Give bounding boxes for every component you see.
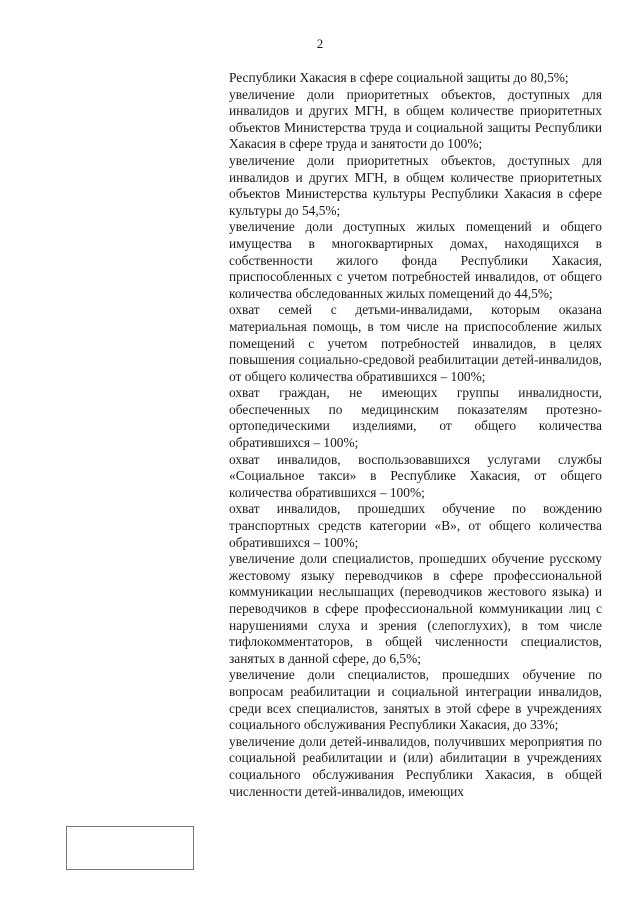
paragraph: увеличение доли специалистов, прошедших обучение по вопросам реабилитации и социальной интеграции инвалидов, среди всех специалистов, занятых в этой сфере в учреждениях социального обслуживания Республики Хакасия, до 33%;: [229, 667, 602, 733]
paragraph: увеличение доли специалистов, прошедших обучение русскому жестовому языку переводчиков в сфере профессиональной коммуникации неслышащих (переводчиков жестового языка) и переводчиков в сфере профессиональной коммуникации лиц с нарушениями слуха и зрения (слепоглухих), в том числе тифлокомментаторов, в общей численности специалистов, занятых в данной сфере, до 6,5%;: [229, 551, 602, 666]
paragraph: увеличение доли детей-инвалидов, получивших мероприятия по социальной реабилитации и (или) абилитации в учреждениях социального обслуживания Республики Хакасия, в общей численности детей-инвалидов, имеющих: [229, 733, 602, 799]
paragraph: охват семей с детьми-инвалидами, которым оказана материальная помощь, в том числе на приспособление жилых помещений с учетом потребностей инвалидов, в целях повышения социально-средовой реабилитации детей-инвалидов, от общего количества обратившихся – 100%;: [229, 302, 602, 384]
page-number: 2: [316, 36, 324, 51]
registration-stamp: [66, 826, 194, 870]
document-body: [229, 70, 602, 800]
paragraph: охват инвалидов, прошедших обучение по вождению транспортных средств категории «В», от общего количества обратившихся – 100%;: [229, 501, 602, 550]
paragraph: охват граждан, не имеющих группы инвалидности, обеспеченных по медицинским показателям протезно-ортопедическими изделиями, от общего количества обратившихся – 100%;: [229, 385, 602, 451]
paragraph: увеличение доли доступных жилых помещений и общего имущества в многоквартирных домах, находящихся в собственности жилого фонда Республики Хакасия, приспособленных с учетом потребностей инвалидов, от общего количества обследованных жилых помещений до 44,5%;: [229, 219, 602, 301]
paragraph: увеличение доли приоритетных объектов, доступных для инвалидов и других МГН, в общем количестве приоритетных объектов Министерства культуры Республики Хакасия в сфере культуры до 54,5%;: [229, 152, 602, 218]
paragraph: Республики Хакасия в сфере социальной защиты до 80,5%;: [229, 70, 569, 85]
paragraph: охват инвалидов, воспользовавшихся услугами службы «Социальное такси» в Республике Хакасия, от общего количества обратившихся – 100%;: [229, 451, 602, 500]
paragraph: увеличение доли приоритетных объектов, доступных для инвалидов и других МГН, в общем количестве приоритетных объектов Министерства труда и социальной защиты Республики Хакасия в сфере труда и занятости до 100%;: [229, 86, 602, 152]
